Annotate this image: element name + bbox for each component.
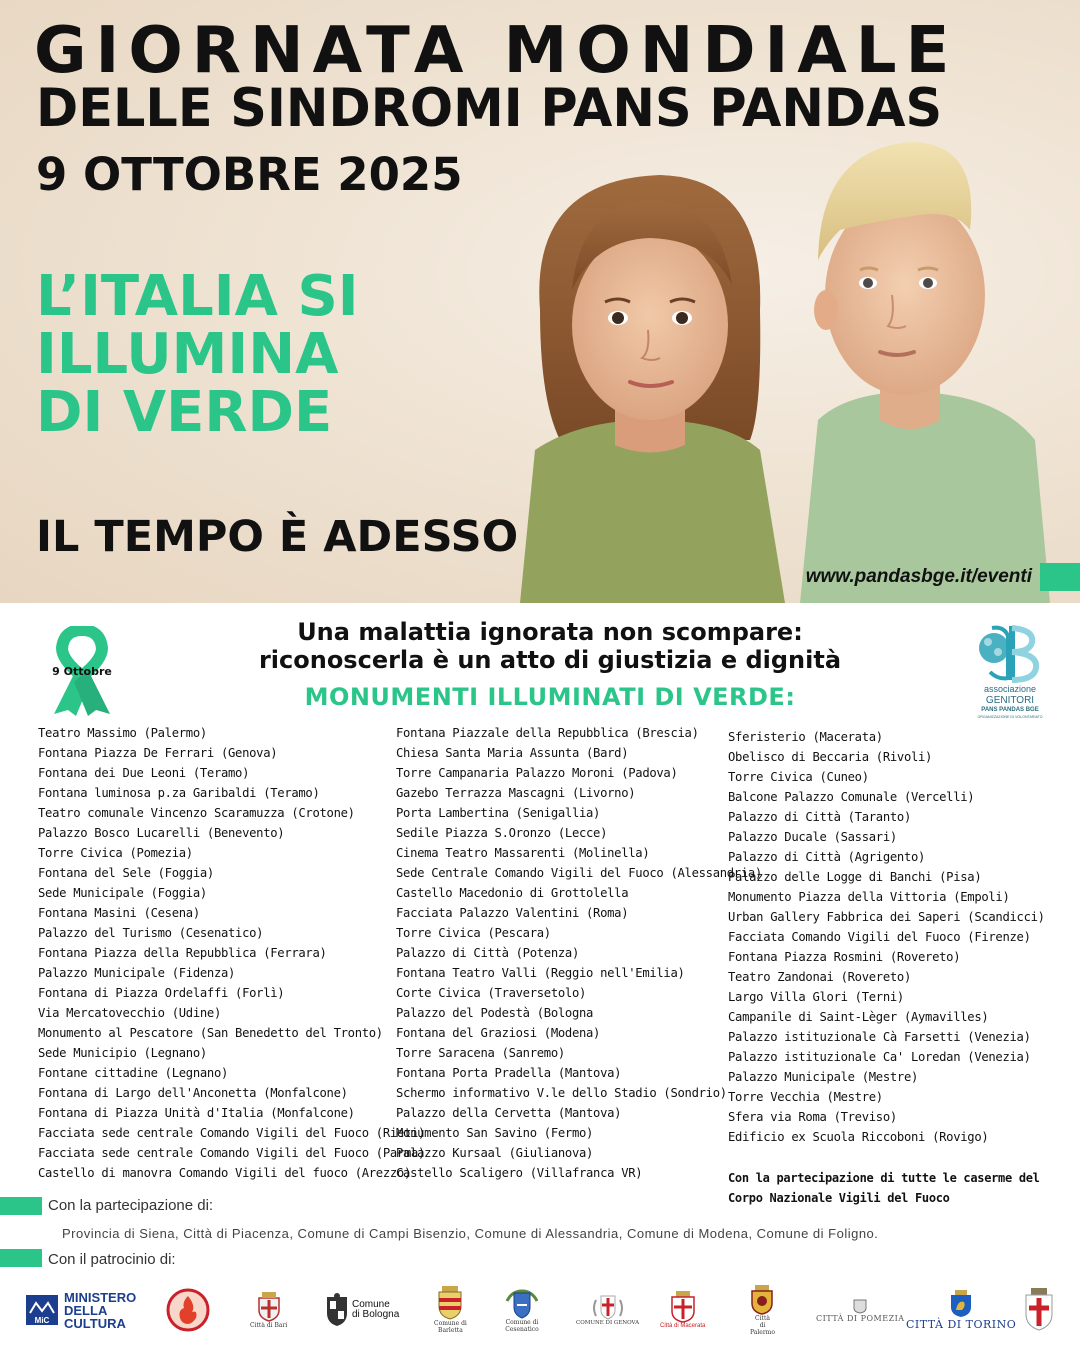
monument-item: Fontana Porta Pradella (Mantova) — [396, 1066, 622, 1080]
macerata-caption: Città di Macerata — [660, 1323, 706, 1329]
monument-item: Teatro Zandonai (Rovereto) — [728, 970, 911, 984]
tagline-line2: riconoscerla è un atto di giustizia e dignità — [258, 646, 842, 674]
bari-caption: Città di Bari — [250, 1321, 288, 1329]
pomezia-caption: CITTÀ DI POMEZIA — [816, 1313, 905, 1323]
cesenatico-line: Comune di — [505, 1319, 539, 1326]
monument-item: Fontana Piazza della Repubblica (Ferrara) — [38, 946, 327, 960]
monument-item: Sferisterio (Macerata) — [728, 730, 883, 744]
torino-caption: CITTÀ DI TORINO — [906, 1317, 1017, 1331]
barletta-caption — [434, 1320, 467, 1334]
monuments-column-1 — [38, 723, 425, 1183]
monument-item: Sede Municipio (Legnano) — [38, 1046, 207, 1060]
monument-item: Castello Scaligero (Villafranca VR) — [396, 1166, 643, 1180]
bologna-text — [352, 1300, 399, 1320]
monument-item: Torre Civica (Cuneo) — [728, 770, 869, 784]
brain-logo-icon — [979, 626, 1036, 680]
mic-text — [64, 1291, 136, 1330]
mic-logo-icon — [26, 1291, 58, 1329]
monument-item: Palazzo istituzionale Ca' Loredan (Venezia) — [728, 1050, 1031, 1064]
association-logo — [968, 622, 1052, 722]
tempo-slogan: IL TEMPO È ADESSO — [36, 512, 519, 562]
monument-item: Monumento San Savino (Fermo) — [396, 1126, 594, 1140]
monument-item: Obelisco di Beccaria (Rivoli) — [728, 750, 933, 764]
city-crest-icon — [853, 1298, 867, 1314]
monument-item: Fontana Piazza Rosmini (Rovereto) — [728, 950, 961, 964]
monument-item: Fontana Piazza De Ferrari (Genova) — [38, 746, 278, 760]
palermo-logo — [750, 1282, 775, 1338]
torino-logo — [906, 1282, 1016, 1338]
city-crest-icon — [950, 1290, 972, 1318]
city-crest-icon — [437, 1286, 463, 1320]
monument-item: Cinema Teatro Massarenti (Molinella) — [396, 846, 650, 860]
genova-logo — [576, 1282, 639, 1338]
monument-item: Fontana Teatro Valli (Reggio nell'Emilia) — [396, 966, 685, 980]
assoc-line2: GENITORI — [985, 695, 1035, 706]
mic-line: MINISTERO — [64, 1289, 137, 1305]
vigili-note-line: Corpo Nazionale Vigili del Fuoco — [728, 1191, 950, 1205]
pomezia-logo — [816, 1282, 905, 1338]
cesenatico-line: Cesenatico — [505, 1326, 539, 1333]
vigili-note-line: Con la partecipazione di tutte le caserme del — [728, 1171, 1040, 1185]
monument-item: Fontana Masini (Cesena) — [38, 906, 200, 920]
monument-item: Torre Civica (Pescara) — [396, 926, 551, 940]
monument-item: Edificio ex Scuola Riccoboni (Rovigo) — [728, 1130, 989, 1144]
monument-item: Sfera via Roma (Treviso) — [728, 1110, 897, 1124]
monument-item: Palazzo di Città (Potenza) — [396, 946, 579, 960]
monument-item: Largo Villa Glori (Terni) — [728, 990, 904, 1004]
tagline — [200, 618, 900, 674]
bologna-line: di Bologna — [352, 1309, 400, 1320]
monument-item: Monumento Piazza della Vittoria (Empoli) — [728, 890, 1010, 904]
monument-item: Urban Gallery Fabbrica dei Saperi (Scandicci) — [728, 910, 1045, 924]
palermo-caption — [750, 1315, 775, 1336]
monument-item: Palazzo Municipale (Mestre) — [728, 1070, 919, 1084]
city-crest-icon — [590, 1294, 626, 1320]
monument-item: Sede Municipale (Foggia) — [38, 886, 207, 900]
monument-item: Palazzo di Città (Agrigento) — [728, 850, 926, 864]
monument-item: Balcone Palazzo Comunale (Vercelli) — [728, 790, 975, 804]
monument-item: Fontane cittadine (Legnano) — [38, 1066, 229, 1080]
monument-item: Chiesa Santa Maria Assunta (Bard) — [396, 746, 629, 760]
barletta-logo — [434, 1282, 467, 1338]
monument-item: Palazzo Municipale (Fidenza) — [38, 966, 236, 980]
monument-item: Facciata sede centrale Comando Vigili del Fuoco (Parma) — [38, 1146, 426, 1160]
bologna-line: Comune — [352, 1299, 390, 1310]
monument-item: Palazzo delle Logge di Banchi (Pisa) — [728, 870, 982, 884]
mic-logo — [26, 1282, 136, 1338]
monuments-column-2 — [396, 723, 762, 1183]
url-accent-bar — [1040, 563, 1080, 591]
green-slogan — [36, 264, 416, 445]
assoc-line3: PANS PANDAS BGE — [981, 707, 1039, 713]
monument-item: Corte Civica (Traversetolo) — [396, 986, 587, 1000]
monument-item: Palazzo Bosco Lucarelli (Benevento) — [38, 826, 285, 840]
monument-item: Palazzo del Podestà (Bologna — [396, 1006, 594, 1020]
main-title-line2: DELLE SINDROMI PANS PANDAS — [36, 78, 943, 139]
monument-item: Sede Centrale Comando Vigili del Fuoco (Alessandria) — [396, 866, 762, 880]
event-date: 9 OTTOBRE 2025 — [36, 148, 463, 201]
genova-caption: COMUNE DI GENOVA — [576, 1319, 640, 1326]
bari-logo — [250, 1282, 287, 1338]
monument-item: Sedile Piazza S.Oronzo (Lecce) — [396, 826, 608, 840]
city-crest-icon — [504, 1287, 540, 1319]
monument-item: Fontana di Piazza Ordelaffi (Forlì) — [38, 986, 285, 1000]
cesenatico-logo — [504, 1282, 540, 1338]
monument-item: Torre Saracena (Sanremo) — [396, 1046, 565, 1060]
mic-line: DELLA — [64, 1302, 108, 1318]
city-crest-icon — [257, 1292, 281, 1322]
monument-item: Teatro comunale Vincenzo Scaramuzza (Crotone) — [38, 806, 355, 820]
slogan-line: ILLUMINA — [36, 322, 339, 387]
vigili-fuoco-note — [728, 1168, 1040, 1208]
palermo-line: Città — [755, 1314, 770, 1322]
mic-badge: MiC — [34, 1316, 50, 1325]
children-photo — [500, 120, 1060, 603]
main-title-line1: GIORNATA MONDIALE — [34, 14, 959, 88]
monument-item: Palazzo del Turismo (Cesenatico) — [38, 926, 264, 940]
participation-list: Provincia di Siena, Città di Piacenza, Comune di Campi Bisenzio, Comune di Alessandria, Comune di Modena, Comune di Foligno. — [62, 1226, 879, 1241]
vigili-fuoco-logo — [166, 1282, 210, 1338]
monument-item: Via Mercatovecchio (Udine) — [38, 1006, 221, 1020]
cesenatico-caption — [505, 1319, 539, 1333]
ribbon-date-label: 9 Ottobre — [52, 665, 112, 678]
patronage-accent-bar — [0, 1249, 42, 1267]
patronage-label: Con il patrocinio di: — [48, 1251, 176, 1268]
barletta-line: Barletta — [438, 1327, 463, 1334]
participation-label: Con la partecipazione di: — [48, 1197, 214, 1214]
assoc-line1: associazione — [983, 684, 1037, 694]
monument-item: Palazzo Ducale (Sassari) — [728, 830, 897, 844]
monument-item: Palazzo istituzionale Cà Farsetti (Venezia) — [728, 1030, 1031, 1044]
monument-item: Campanile di Saint-Lèger (Aymavilles) — [728, 1010, 989, 1024]
city-crest-icon — [1022, 1288, 1056, 1332]
monument-item: Porta Lambertina (Senigallia) — [396, 806, 601, 820]
monument-item: Schermo informativo V.le dello Stadio (Sondrio) — [396, 1086, 727, 1100]
palermo-line: di — [759, 1321, 766, 1329]
monument-item: Palazzo di Città (Taranto) — [728, 810, 911, 824]
monument-item: Fontana del Sele (Foggia) — [38, 866, 214, 880]
hero-banner — [0, 0, 1080, 603]
city-crest-icon — [670, 1291, 696, 1323]
monument-item: Fontana di Largo dell'Anconetta (Monfalcone) — [38, 1086, 348, 1100]
mic-line: CULTURA — [64, 1315, 126, 1331]
monument-item: Facciata sede centrale Comando Vigili del Fuoco (Rieti) — [38, 1126, 426, 1140]
monument-item: Torre Vecchia (Mestre) — [728, 1090, 883, 1104]
monument-item: Fontana del Graziosi (Modena) — [396, 1026, 601, 1040]
slogan-line: L’ITALIA SI — [36, 264, 359, 329]
bologna-logo — [326, 1282, 399, 1338]
monument-item: Palazzo della Cervetta (Mantova) — [396, 1106, 622, 1120]
event-url-link[interactable]: www.pandasbge.it/eventi — [805, 566, 1032, 587]
monument-item: Torre Campanaria Palazzo Moroni (Padova) — [396, 766, 678, 780]
monument-item: Palazzo Kursaal (Giulianova) — [396, 1146, 594, 1160]
tagline-line1: Una malattia ignorata non scompare: — [297, 618, 803, 646]
monument-item: Facciata Comando Vigili del Fuoco (Firenze) — [728, 930, 1031, 944]
monument-item: Teatro Massimo (Palermo) — [38, 726, 207, 740]
monument-item: Gazebo Terrazza Mascagni (Livorno) — [396, 786, 636, 800]
patron-logos-row — [0, 1282, 1080, 1342]
city-red-cross-logo — [1022, 1282, 1056, 1338]
monument-item: Castello Macedonio di Grottolella — [396, 886, 629, 900]
monument-item: Castello di manovra Comando Vigili del fuoco (Arezzo) — [38, 1166, 411, 1180]
monuments-title: MONUMENTI ILLUMINATI DI VERDE: — [304, 683, 796, 711]
monument-item: Facciata Palazzo Valentini (Roma) — [396, 906, 629, 920]
monuments-column-3 — [728, 727, 1045, 1147]
participation-accent-bar — [0, 1197, 42, 1215]
monument-item: Fontana luminosa p.za Garibaldi (Teramo) — [38, 786, 320, 800]
monument-item: Monumento al Pescatore (San Benedetto del Tronto) — [38, 1026, 383, 1040]
slogan-line: DI VERDE — [36, 380, 333, 445]
macerata-logo — [660, 1282, 705, 1338]
vigili-fuoco-emblem-icon — [166, 1288, 210, 1332]
assoc-line4: ORGANIZZAZIONE DI VOLONTARIATO — [977, 715, 1043, 719]
palermo-line: Palermo — [750, 1328, 775, 1336]
monument-item: Fontana di Piazza Unità d'Italia (Monfalcone) — [38, 1106, 355, 1120]
city-crest-icon — [326, 1293, 348, 1327]
monument-item: Fontana dei Due Leoni (Teramo) — [38, 766, 250, 780]
city-crest-icon — [750, 1285, 774, 1315]
monument-item: Torre Civica (Pomezia) — [38, 846, 193, 860]
barletta-line: Comune di — [434, 1320, 467, 1327]
monument-item: Fontana Piazzale della Repubblica (Brescia) — [396, 726, 699, 740]
